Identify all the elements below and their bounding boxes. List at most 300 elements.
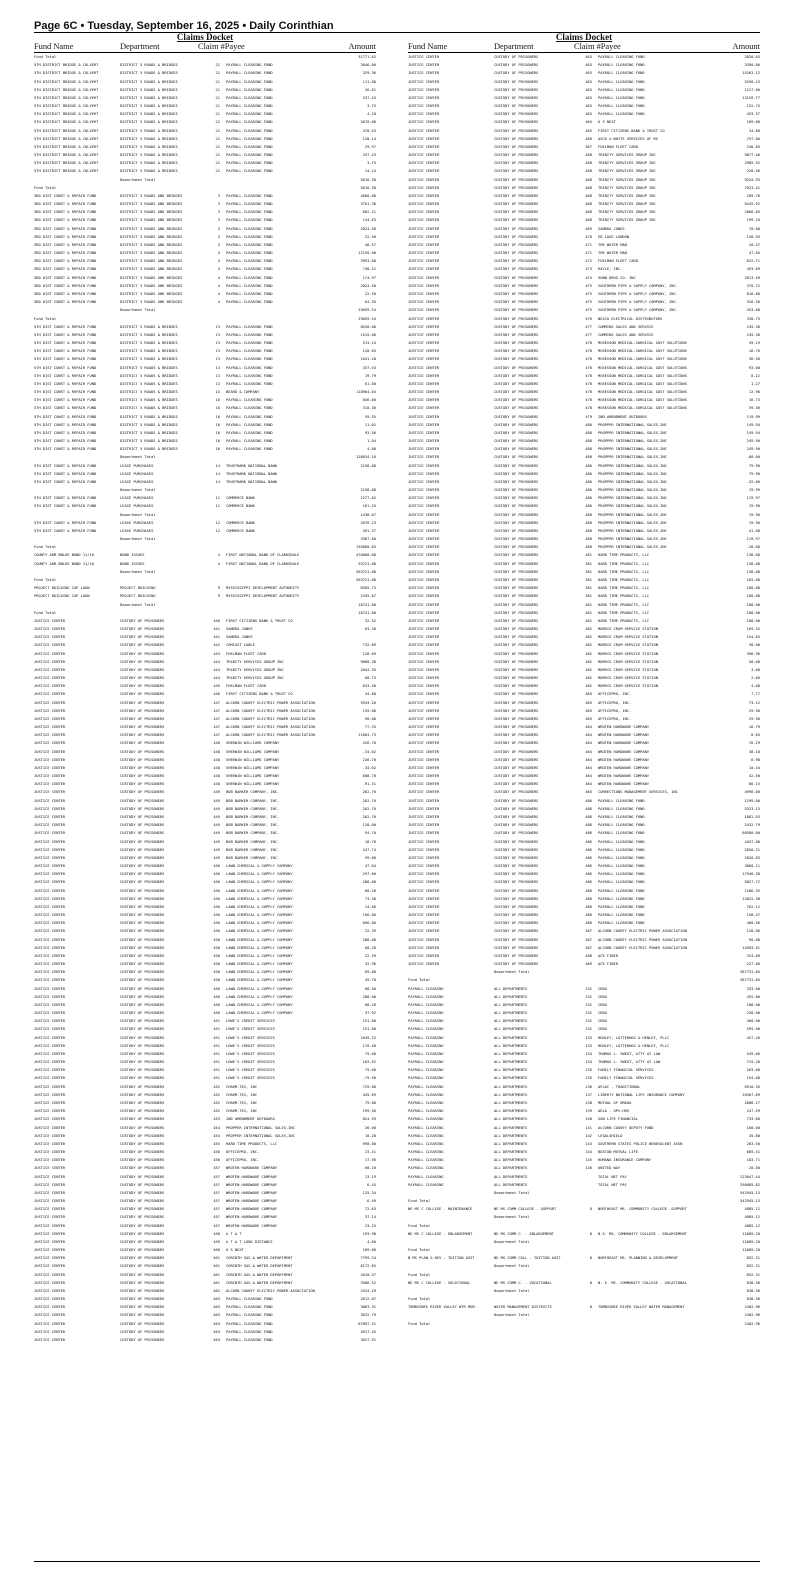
department-cell: CUSTODY OF PRISONERS [494,586,539,591]
amount-cell: 18.70 [364,839,376,844]
table-row [408,805,760,813]
payee-cell: PAYROLL CLEARING FUND [226,128,273,133]
fund-name-cell: PAYROLL CLEARING [408,1133,444,1138]
table-row [34,1205,376,1213]
fund-name-cell: JUSTICE CENTER [408,341,440,346]
payee-cell: FAMILY FINANCIAL SERVICES [598,1068,654,1073]
claim-number-cell: 441 [213,635,220,640]
payee-cell: BOB BARKER COMPANY, INC. [226,806,280,811]
payee-cell: PAYROLL CLEARING FUND [598,814,645,819]
claim-number-cell: 12 [215,520,220,525]
claim-number-cell: 4 [217,275,220,280]
department-cell: Department Total [120,512,156,517]
amount-cell: -34.02 [362,765,376,770]
department-cell [120,53,198,61]
payee-cell: WROTEN HARDWARE COMPANY [226,1182,278,1187]
table-row [408,568,760,576]
payee-cell: PAYROLL CLEARING FUND [226,1297,273,1302]
fund-name-cell: 3RD DIST CONST & REPAIR FUND [34,242,97,247]
fund-name-cell: 5TH DISTRICT BRIDGE & CULVERT [34,112,99,117]
claim-number-cell: 13 [215,341,220,346]
department-cell: CUSTODY OF PRISONERS [494,921,539,926]
table-row [34,739,376,747]
fund-name-cell: JUSTICE CENTER [408,741,440,746]
claim-number-cell: 480 [585,479,592,484]
department-cell: CUSTODY OF PRISONERS [120,872,165,877]
payee-cell: PAYROLL CLEARING FUND [598,831,645,836]
fund-name-cell: PAYROLL CLEARING [408,1051,444,1056]
amount-cell: 135600.65 [356,545,376,550]
claim-number-cell: 486 [585,839,592,844]
table-row [34,421,376,429]
claim-number-cell: 132 [585,1019,592,1024]
claim-number-cell: 22 [215,153,220,158]
amount-cell: 226.70 [362,741,376,746]
department-cell: ALL DEPARTMENTS [494,1084,528,1089]
payee-cell [598,968,722,976]
payee-cell: HARD TIME PRODUCTS, LLC [598,602,650,607]
amount-cell: 1.04 [367,439,376,444]
payee-cell: PAYROLL CLEARING FUND [598,112,645,117]
table-row [34,731,376,739]
department-cell: DISTRICT 5 ROADS & BRIDGES [120,324,178,329]
department-cell: CUSTODY OF PRISONERS [120,831,165,836]
payee-cell: RAYLE, INC. [598,267,623,272]
fund-name-cell: 5TH DIST CONST & REPAIR FUND [34,496,97,501]
fund-name-cell: JUSTICE CENTER [408,283,440,288]
payee-cell: ALCORN COUNTY ELECTRIC POWER ASSOCIATION [598,937,687,942]
claim-number-cell [574,1246,598,1254]
department-cell: CUSTODY OF PRISONERS [120,1272,165,1277]
claim-number-cell: 13 [215,349,220,354]
amount-cell: 2402.96 [744,1321,760,1326]
department-cell: CUSTODY OF PRISONERS [494,430,539,435]
fund-name-cell: JUSTICE CENTER [408,855,440,860]
claim-number-cell: 14 [215,471,220,476]
amount-cell: 1.27 [751,381,760,386]
department-cell: CUSTODY OF PRISONERS [120,814,165,819]
fund-name-cell: JUSTICE CENTER [408,381,440,386]
fund-name-cell [408,968,494,976]
table-row [34,470,376,478]
amount-cell: 19.90 [748,520,760,525]
table-row [34,1238,376,1246]
table-row [34,1034,376,1042]
amount-cell: 196.00 [362,913,376,918]
fund-name-cell: JUSTICE CENTER [34,1223,66,1228]
department-cell: DISTRICT 5 ROADS & BRIDGES [120,153,178,158]
payee-cell: COMMERCE BANK [226,528,255,533]
claim-number-cell: 22 [215,136,220,141]
department-cell: CUSTODY OF PRISONERS [494,643,539,648]
fund-name-cell: TOMBIGBEE RIVER VALLEY WTR MGM [408,1305,475,1310]
department-cell: CUSTODY OF PRISONERS [494,692,539,697]
payee-cell: ALCORN COUNTY ELECTRIC POWER ASSOCIATION [226,716,315,721]
department-cell: DISTRICT 5 ROADS & BRIDGES [120,447,178,452]
claim-number-cell: 454 [213,1125,220,1130]
table-row [408,527,760,535]
table-row [408,682,760,690]
table-row [408,151,760,159]
payee-cell: HARD TIME PRODUCTS, LLC [598,578,650,582]
amount-cell: 23.41 [364,1150,376,1155]
table-row [408,821,760,829]
payee-cell: PAYROLL CLEARING FUND [226,234,273,239]
table-row [34,1311,376,1319]
table-row [34,53,376,61]
table-row [34,315,376,323]
payee-cell: PAYROLL CLEARING FUND [226,251,273,256]
table-row [408,1042,760,1050]
amount-cell: 762.12 [746,904,760,909]
fund-name-cell: JUSTICE CENTER [34,1215,66,1220]
amount-cell: 13159.77 [742,95,760,100]
department-cell: CUSTODY OF PRISONERS [120,1288,165,1293]
fund-name-cell: NE MS C COLLEGE - ENLARGEMENT [408,1231,473,1236]
claim-number-cell [198,568,226,576]
amount-cell: 61.00 [364,381,376,386]
amount-cell: 2813.49 [744,275,760,280]
department-cell: NE MS COMM COLLEGE - SUPPORT [494,1207,557,1212]
fund-name-cell: Fund Total [34,545,57,550]
payee-cell: BOB BARKER COMPANY, INC. [226,839,280,844]
amount-cell: 174.97 [362,275,376,280]
payee-cell: FUELMAN FLEET CARD [598,144,638,149]
payee-cell: PAYROLL CLEARING FUND [226,226,273,231]
table-row [34,617,376,625]
department-cell: CUSTODY OF PRISONERS [120,994,165,999]
table-row [34,437,376,445]
department-cell: DISTRICT 5 ROADS & BRIDGES [120,349,178,354]
claim-number-cell: 463 [585,104,592,109]
claim-number-cell [574,1262,598,1270]
payee-cell: WROTEN HARDWARE COMPANY [598,725,650,730]
department-cell: ALL DEPARTMENTS [494,1011,528,1016]
department-cell: DISTRICT 5 ROADS & BRIDGES [120,439,178,444]
amount-cell: 68.75 [364,676,376,681]
fund-name-cell: PAYROLL CLEARING [408,1068,444,1073]
amount-cell: 3367.60 [360,537,376,542]
claim-number-cell: 481 [585,578,592,582]
department-cell: CUSTODY OF PRISONERS [494,823,539,828]
amount-cell: 183.71 [746,1158,760,1163]
payee-cell: SHERWIN WILLIAMS COMPANY [226,765,280,770]
fund-name-cell: 5TH DISTRICT BRIDGE & CULVERT [34,63,99,68]
fund-name-cell: JUSTICE CENTER [34,1133,66,1138]
amount-cell: 491.37 [362,528,376,533]
department-cell: CUSTODY OF PRISONERS [494,87,539,92]
claim-number-cell: 132 [585,1011,592,1016]
payee-cell: PAYROLL CLEARING FUND [598,823,645,828]
claim-number-cell: 480 [585,496,592,501]
fund-name-cell: Fund Total [408,978,431,983]
table-row [408,86,760,94]
department-cell: CUSTODY OF PRISONERS [120,765,165,770]
department-cell: CUSTODY OF PRISONERS [120,1092,165,1097]
payee-cell: PAYROLL CLEARING FUND [226,1329,273,1334]
amount-cell: 42.50 [748,774,760,779]
department-cell: CUSTODY OF PRISONERS [494,684,539,689]
amount-cell: 34.80 [748,128,760,133]
table-row [34,1197,376,1205]
claim-number-cell: 484 [585,741,592,746]
claim-number-cell: 453 [213,1117,220,1122]
amount-cell: 23659.54 [358,316,376,321]
claim-number-cell [574,1197,598,1205]
claim-number-cell: 22 [215,128,220,133]
payee-cell: ALCORN COUNTY ELECTRIC POWER ASSOCIATION [226,708,315,713]
department-cell: DISTRICT 3 ROADS AND BRIDGES [120,234,183,239]
payee-cell: PROPPER INTERNATIONAL SALES,INC [598,528,667,533]
table-row [34,61,376,69]
payee-cell [598,1238,722,1246]
table-row [408,960,760,968]
amount-cell: 149.94 [746,422,760,427]
claim-number-cell: 478 [585,341,592,346]
claim-number-cell [574,1213,598,1221]
payee-cell: PAYROLL CLEARING FUND [598,847,645,852]
claim-number-cell: 22 [215,169,220,174]
payee-cell: LAWN CHEMICAL & SUPPLY COMPANY [226,937,293,942]
department-cell: DISTRICT 5 ROADS & BRIDGES [120,112,178,117]
fund-name-cell: Fund Total [408,1321,431,1326]
amount-cell: 337.43 [362,153,376,158]
claim-number-cell: 4 [217,553,220,558]
amount-cell: 1277.02 [360,496,376,501]
header-claim-number: Claim # [574,42,601,51]
table-row [408,911,760,919]
payee-cell: PROPPER INTERNATIONAL SALES,INC [598,455,667,460]
fund-name-cell: JUSTICE CENTER [408,218,440,223]
department-cell: CUSTODY OF PRISONERS [120,1256,165,1261]
payee-cell [226,53,344,61]
claim-number-cell: 471 [585,242,592,247]
department-cell: CUSTODY OF PRISONERS [120,1011,165,1016]
amount-cell: 199.50 [362,1109,376,1114]
fund-name-cell: JUSTICE CENTER [34,1199,66,1204]
claim-number-cell: 482 [585,635,592,640]
amount-cell: 3.00 [751,667,760,672]
department-cell: LEASE PURCHASES [120,496,154,501]
claim-number-cell: 451 [213,1060,220,1065]
fund-name-cell: 5TH DIST CONST & REPAIR FUND [34,471,97,476]
payee-cell: BOB BARKER COMPANY, INC. [226,814,280,819]
fund-name-cell: JUSTICE CENTER [408,774,440,779]
department-cell: CUSTODY OF PRISONERS [120,823,165,828]
department-cell: CUSTODY OF PRISONERS [494,953,539,958]
payee-cell: PROPPER INTERNATIONAL SALES,INC [598,439,667,444]
table-row [408,609,760,617]
payee-cell [226,511,344,519]
table-row [408,756,760,764]
table-row [408,1001,760,1009]
amount-cell: 12809.20 [742,1248,760,1253]
amount-cell: 94.70 [364,831,376,836]
fund-name-cell: JUSTICE CENTER [408,496,440,501]
fund-name-cell: JUSTICE CENTER [408,888,440,893]
department-cell: CUSTODY OF PRISONERS [494,242,539,247]
department-cell: CUSTODY OF PRISONERS [494,594,539,599]
amount-cell: 128634.16 [356,455,376,460]
claim-number-cell: 447 [213,716,220,721]
fund-name-cell [34,535,120,543]
amount-cell: 139.08 [362,708,376,713]
payee-cell: PAYROLL CLEARING FUND [226,120,273,125]
table-row [34,911,376,919]
table-row [34,1164,376,1172]
department-cell: CUSTODY OF PRISONERS [494,447,539,452]
payee-cell: PAYROLL CLEARING FUND [598,71,645,76]
table-row [408,1262,760,1270]
department-cell: LEASE PURCHASES [120,528,154,533]
department-cell: CUSTODY OF PRISONERS [494,357,539,362]
table-row [408,543,760,551]
department-cell: CUSTODY OF PRISONERS [494,765,539,770]
fund-name-cell: JUSTICE CENTER [408,806,440,811]
department-cell: CUSTODY OF PRISONERS [120,676,165,681]
amount-cell: 32.52 [364,618,376,623]
fund-name-cell: JUSTICE CENTER [34,684,66,689]
payee-cell: MCKESSON MEDICAL-SURGICAL GOVT SOLUTIONS [598,341,687,346]
amount-cell: 838.38 [746,1288,760,1293]
amount-cell: 262.70 [362,798,376,803]
department-cell: CUSTODY OF PRISONERS [120,782,165,787]
table-row [408,1140,760,1148]
amount-cell: 7.77 [751,692,760,697]
payee-cell: NORTHEAST MS. COMMUNITY COLLEGE -SUPPORT [598,1207,687,1212]
department-cell: CUSTODY OF PRISONERS [120,962,165,967]
amount-cell: 2.00 [751,676,760,681]
amount-cell: -28.00 [746,545,760,550]
payee-cell: MCKESSON MEDICAL-SURGICAL GOVT SOLUTIONS [598,365,687,370]
fund-name-cell: JUSTICE CENTER [34,994,66,999]
fund-name-cell: JUSTICE CENTER [34,1174,66,1179]
table-row [34,208,376,216]
department-cell: DISTRICT 5 ROADS & BRIDGES [120,373,178,378]
amount-cell: 128.06 [746,929,760,934]
department-cell: DISTRICT 5 ROADS & BRIDGES [120,71,178,76]
department-cell: CUSTODY OF PRISONERS [494,578,539,582]
fund-name-cell: Fund Total [408,1248,431,1253]
table-row [34,813,376,821]
amount-cell: 245.30 [746,332,760,337]
department-cell: ALL DEPARTMENTS [494,1166,528,1171]
department-cell: CUSTODY OF PRISONERS [120,945,165,950]
amount-cell: 47.04 [364,864,376,869]
table-row [408,1295,760,1303]
amount-cell: 2024.58 [360,226,376,231]
department-cell: CUSTODY OF PRISONERS [120,1190,165,1195]
payee-cell: ALCORN COUNTY ELECTRIC POWER ASSOCIATION [226,733,315,738]
fund-name-cell: JUSTICE CENTER [408,667,440,672]
claim-number-cell: 132 [585,1002,592,1007]
fund-name-cell: 5TH DIST CONST & REPAIR FUND [34,479,97,484]
amount-cell: 108.00 [746,1002,760,1007]
amount-cell: 757.00 [746,136,760,141]
payee-cell: PROPPER INTERNATIONAL SALES,INC [598,512,667,517]
table-row [34,878,376,886]
amount-cell: 15262.12 [742,71,760,76]
payee-cell [226,453,344,461]
claim-number-cell: 16 [215,398,220,403]
department-cell: CUSTODY OF PRISONERS [494,806,539,811]
fund-name-cell [34,453,120,461]
amount-cell: 180.00 [746,586,760,591]
payee-cell: LOWE'S CREDIT SERVICES [226,1051,275,1056]
table-row [34,102,376,110]
claim-number-cell [574,1238,598,1246]
fund-name-cell: JUSTICE CENTER [34,1051,66,1056]
amount-cell: 59.00 [364,855,376,860]
amount-cell: 2868.05 [744,210,760,215]
payee-cell: ACE FIBER [598,953,618,958]
payee-cell: PAYROLL CLEARING FUND [226,324,273,329]
table-row [408,1205,760,1213]
table-row [408,323,760,331]
fund-name-cell: JUSTICE CENTER [34,1337,66,1342]
fund-name-cell: JUSTICE CENTER [34,1125,66,1130]
claim-number-cell: 468 [585,218,592,223]
payee-cell: ASCO & WHITE SERVICES OF MS [598,136,658,141]
department-cell: DISTRICT 3 ROADS AND BRIDGES [120,193,183,198]
department-cell: CUSTODY OF PRISONERS [120,839,165,844]
table-row [408,1254,760,1262]
department-cell: DISTRICT 5 ROADS & BRIDGES [120,398,178,403]
amount-cell: 824.93 [362,1117,376,1122]
claim-number-cell: 451 [213,1068,220,1073]
fund-name-cell: PROJECT BUILDING CAP LOAN [34,594,90,599]
table-row [34,1303,376,1311]
payee-cell: WROTEN HARDWARE COMPANY [226,1215,278,1220]
claim-number-cell: 448 [213,741,220,746]
amount-cell: 283.50 [746,1141,760,1146]
header-amount: Amount [348,42,376,51]
payee-cell: BOB BARKER COMPANY, INC. [226,790,280,795]
table-row [408,1148,760,1156]
fund-name-cell: PAYROLL CLEARING [408,1174,444,1179]
claim-number-cell: 21 [215,112,220,117]
fund-name-cell: 3RD DIST CONST & REPAIR FUND [34,291,97,296]
department-cell: CUSTODY OF PRISONERS [494,479,539,484]
fund-name-cell: 5TH DISTRICT BRIDGE & CULVERT [34,169,99,174]
claim-number-cell: 468 [585,193,592,198]
department-cell: CUSTODY OF PRISONERS [120,1109,165,1114]
payee-cell: MORRIS CRUM SERVICE STATION [598,659,658,664]
department-cell: DISTRICT 5 ROADS & BRIDGES [120,161,178,166]
fund-name-cell: PAYROLL CLEARING [408,1092,444,1097]
claim-number-cell: 13 [215,324,220,329]
payee-cell: MORRIS CRUM SERVICE STATION [598,643,658,648]
fund-name-cell: JUSTICE CENTER [408,234,440,239]
department-cell: Department Total [120,488,156,493]
claim-number-cell: 456 [213,1150,220,1155]
claim-number-cell: 463 [213,1313,220,1318]
payee-cell: PAYROLL CLEARING FUND [598,880,645,885]
amount-cell: 93.00 [748,365,760,370]
table-row [34,551,376,559]
claim-number-cell: 445 [213,684,220,689]
table-row [408,723,760,731]
fund-name-cell: JUSTICE CENTER [34,953,66,958]
amount-cell: 2044.35 [360,667,376,672]
fund-name-cell: JUSTICE CENTER [408,561,440,566]
department-cell: CUSTODY OF PRISONERS [120,896,165,901]
department-cell: CUSTODY OF PRISONERS [120,953,165,958]
payee-cell: LOWE'S CREDIT SERVICES [226,1019,275,1024]
amount-cell: 29.90 [748,708,760,713]
amount-cell: 228.56 [746,169,760,174]
table-row [408,936,760,944]
